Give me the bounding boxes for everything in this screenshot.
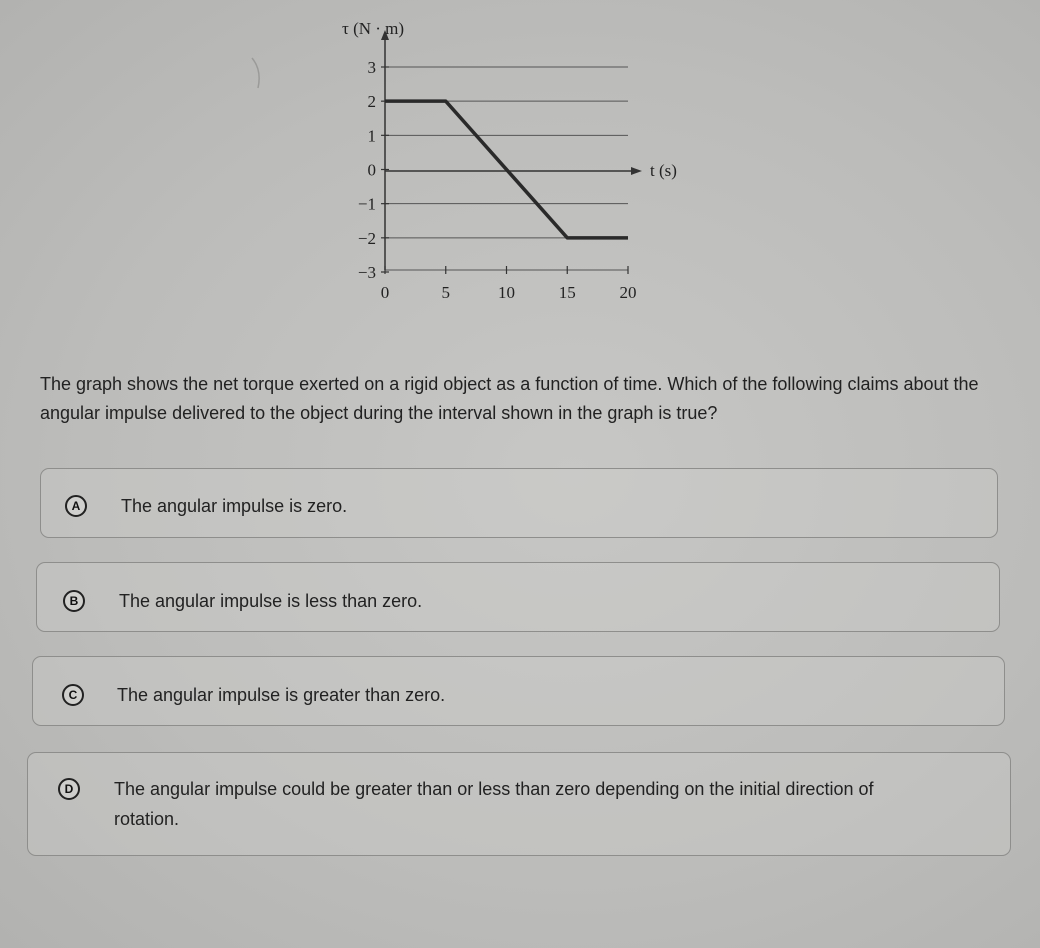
option-b-text: The angular impulse is less than zero. bbox=[119, 591, 423, 611]
background-mark bbox=[252, 58, 259, 88]
option-d-badge: D bbox=[58, 778, 80, 800]
option-c-text: The angular impulse is greater than zero. bbox=[117, 685, 446, 705]
x-tick-label: 10 bbox=[498, 283, 515, 302]
torque-series-line bbox=[385, 101, 628, 238]
y-axis-label: τ (N · m) bbox=[342, 19, 405, 38]
x-axis-label: t (s) bbox=[650, 161, 677, 180]
x-axis-arrow bbox=[631, 167, 642, 175]
option-a[interactable] bbox=[40, 468, 998, 538]
option-d-text: The angular impulse could be greater than or less than zero depending on the initial direction of rotation. bbox=[114, 779, 874, 829]
y-tick-label: −2 bbox=[357, 228, 376, 248]
y-tick-label: 3 bbox=[367, 58, 376, 77]
x-tick-label: 15 bbox=[558, 283, 576, 302]
torque-graph bbox=[0, 0, 1040, 360]
option-a-badge: A bbox=[65, 495, 87, 517]
y-tick-label: −3 bbox=[357, 263, 376, 282]
x-tick-label: 0 bbox=[380, 283, 390, 302]
option-d[interactable] bbox=[27, 752, 1011, 856]
y-tick-label: 2 bbox=[367, 92, 376, 112]
option-a-text: The angular impulse is zero. bbox=[121, 496, 348, 516]
option-b[interactable] bbox=[36, 562, 1000, 632]
x-tick-label: 5 bbox=[441, 283, 450, 302]
question-text: The graph shows the net torque exerted on a rigid object as a function of time. Which of the following claims about the angular impulse delivered to the object during the interval shown in the graph is true? bbox=[40, 374, 979, 423]
option-c[interactable] bbox=[32, 656, 1005, 726]
y-tick-label: 0 bbox=[367, 160, 376, 180]
y-tick-label: 1 bbox=[367, 126, 376, 146]
option-c-badge: C bbox=[62, 684, 84, 706]
x-tick-label: 20 bbox=[619, 283, 637, 302]
option-b-badge: B bbox=[63, 590, 85, 612]
y-tick-label: −1 bbox=[357, 194, 376, 214]
